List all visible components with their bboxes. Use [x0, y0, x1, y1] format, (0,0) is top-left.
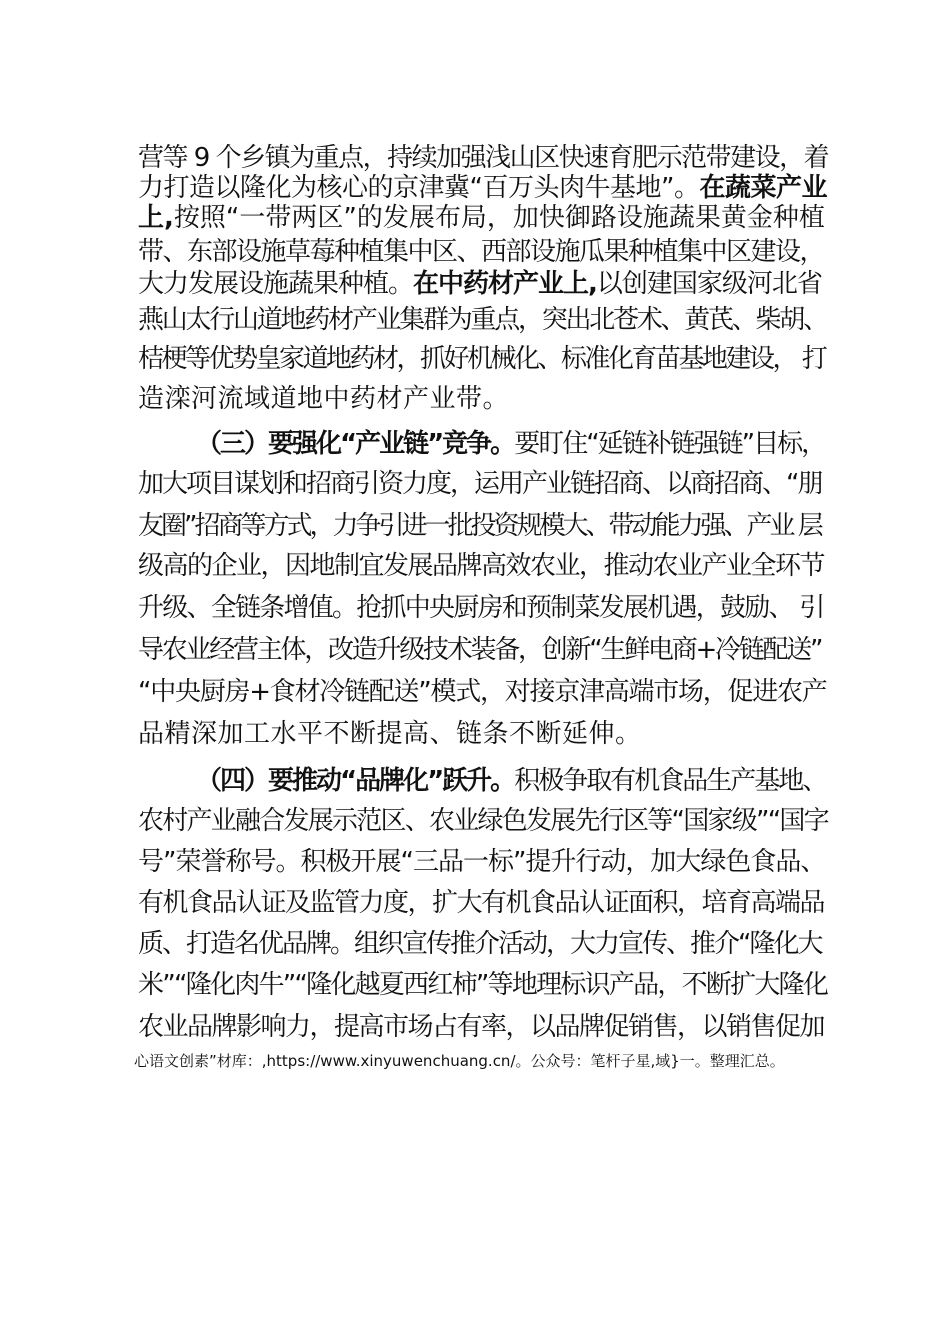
text-line [196, 764, 828, 798]
text-line [138, 1010, 828, 1044]
text-run: 品精深加工水平不断提高、链条不断延伸。 [138, 719, 642, 749]
text-run: 要盯住“延链补链强链”目标， [514, 429, 826, 459]
text-line [138, 267, 828, 301]
text-line [138, 886, 828, 920]
text-run: 营等 9 个乡镇为重点，持续加强浅山区快速育肥示范带建设，着 [138, 143, 829, 173]
text-run: 积极争取有机食品生产基地、 [514, 766, 827, 796]
text-run: 农业品牌影响力，提高市场占有率，以品牌促销售，以销售促加 [138, 1012, 825, 1042]
text-line [138, 509, 828, 543]
text-run: 级高的企业，因地制宜发展品牌高效农业，推动农业产业全环节 [138, 551, 825, 581]
text-line [138, 201, 828, 235]
text-run: 友圈”招商等方式，力争引进一批投资规模大、带动能力强、产业 层 [138, 511, 821, 541]
text-run: 质、打造名优品牌。组织宣传推介活动，大力宣传、推介“隆化大 [138, 929, 822, 959]
text-run: 有机食品认证及监管力度，扩大有机食品认证面积，培育高端品 [138, 888, 825, 918]
bold-heading: 在蔬菜产业 [699, 173, 827, 203]
text-line [138, 717, 828, 751]
text-run: 米”“隆化肉牛”“隆化越夏西红柿”等地理标识产品，不断扩大隆化 [138, 970, 828, 1000]
bold-heading: 在中药材产业上, [413, 269, 597, 299]
text-line [138, 633, 828, 667]
text-run: 以创建国家级河北省 [596, 269, 822, 299]
text-line [138, 845, 828, 879]
text-run: 农村产业融合发展示范区、农业绿色发展先行区等“国家级”“国字 [138, 806, 828, 836]
text-run: 桔梗等优势皇家道地药材，抓好机械化、标准化育苗基地建设， 打 [138, 344, 826, 374]
text-run: “中央厨房+食材冷链配送”模式，对接京津高端市场，促进农产 [138, 677, 827, 707]
text-line [138, 235, 828, 269]
text-line [138, 303, 828, 337]
text-line [138, 968, 828, 1002]
text-line [138, 804, 828, 838]
text-line [138, 927, 828, 961]
text-line [138, 171, 828, 205]
source-footer: 心语文创素”材库：,https://www.xinyuwenchuang.cn/。公众号：笔杆子星,域}一。整理汇总。 [134, 1052, 785, 1070]
text-run: 燕山太行山道地药材产业集群为重点，突出北苍术、黄芪、柴胡、 [138, 305, 827, 335]
text-run: 力打造以隆化为核心的京津冀“百万头肉牛基地”。 [138, 173, 700, 203]
text-line [138, 382, 828, 416]
text-line [138, 675, 828, 709]
section-heading: （三）要强化“产业链”竞争。 [196, 429, 515, 459]
text-line [138, 342, 828, 376]
text-run: 按照“一带两区”的发展布局，加快御路设施蔬果黄金种植 [173, 203, 825, 233]
text-run: 造滦河流域道地中药材产业带。 [138, 384, 510, 414]
text-line [196, 427, 828, 461]
text-run: 加大项目谋划和招商引资力度，运用产业链招商、以商招商、“朋 [138, 469, 822, 499]
text-line [138, 141, 828, 175]
text-run: 号”荣誉称号。积极开展“三品一标”提升行动，加大绿色食品、 [138, 847, 826, 877]
text-run: 升级、全链条增值。抢抓中央厨房和预制菜发展机遇，鼓励、 引 [138, 593, 824, 623]
text-run: 导农业经营主体，改造升级技术装备，创新“生鲜电商+冷链配送” [138, 635, 822, 665]
text-run: 大力发展设施蔬果种植。 [138, 269, 414, 299]
text-line [138, 591, 828, 625]
text-line [138, 467, 828, 501]
bold-heading: 上, [138, 203, 174, 233]
text-run: 带、东部设施草莓种植集中区、西部设施瓜果种植集中区建设， [138, 237, 825, 267]
section-heading: （四）要推动“品牌化”跃升。 [196, 766, 515, 796]
text-line [138, 549, 828, 583]
